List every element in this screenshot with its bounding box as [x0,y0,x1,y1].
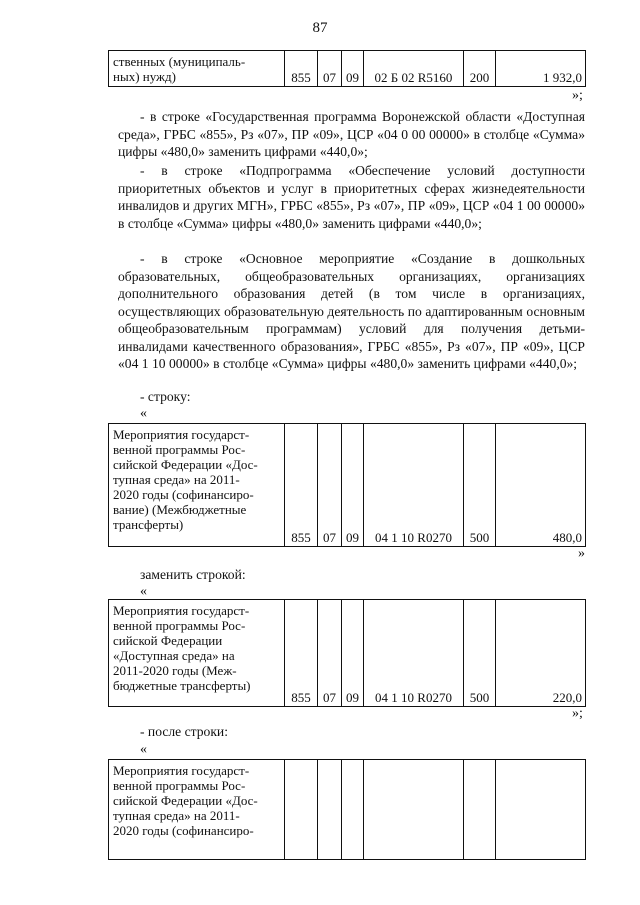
row-name: ственных (муниципаль- ных) нужд) [109,51,285,87]
paragraph-3: - в строке «Основное мероприятие «Создание в дошкольных образовательных, общеобразовательных организациях, организациях дополнительного образования детей (в том числе в организациях, осуществляющих образовательную деятельность по адаптированным основным общеобразовательным программам) условий для получения детьми-инвалидами качественного образования», ГРБС «855», Рз «07», ПР «09», ЦСР «04 1 10 00000» в столбце «Сумма» цифры «480,0» заменить цифрами «440,0»; [118,251,585,371]
table-b [108,599,586,707]
pr-cell [342,760,364,860]
csr-cell: 04 1 10 R0270 [364,600,464,707]
closing-quote-mark: »; [572,706,583,721]
table-top [108,50,586,87]
label-zamenit: заменить строкой: [140,567,246,582]
table-c [108,759,586,860]
vr-cell: 200 [464,51,496,87]
sum-cell: 480,0 [496,424,586,547]
table-row [109,51,586,87]
closing-quote-mark: »; [572,88,583,103]
table-row [109,600,586,707]
grbs-cell: 855 [285,424,318,547]
grbs-cell [285,760,318,860]
vr-cell [464,760,496,860]
rz-cell [318,760,342,860]
table-a [108,423,586,547]
sum-cell: 1 932,0 [496,51,586,87]
row-name: Мероприятия государст- венной программы Рос- сийской Федерации «Дос- тупная среда» на 2011- 2020 годы (софинансиро- вание) (Межбюджетные трансферты) [109,424,285,547]
grbs-cell: 855 [285,51,318,87]
closing-quote-mark: » [578,546,585,561]
vr-cell: 500 [464,424,496,547]
csr-cell [364,760,464,860]
pr-cell: 09 [342,51,364,87]
paragraph-2: - в строке «Подпрограмма «Обеспечение условий доступности приоритетных объектов и услуг в приоритетных сферах жизнедеятельности инвалидов и других МГН», ГРБС «855», Рз «07», ПР «09», ЦСР «04 1 00 00000» в столбце «Сумма» цифры «480,0» заменить цифрами «440,0»; [118,163,585,231]
table-row [109,424,586,547]
csr-cell: 02 Б 02 R5160 [364,51,464,87]
rz-cell: 07 [318,51,342,87]
table-row [109,760,586,860]
row-name: Мероприятия государст- венной программы Рос- сийской Федерации «Доступная среда» на 2011-2020 годы (Меж- бюджетные трансферты) [109,600,285,707]
sum-cell [496,760,586,860]
opening-quote-mark: « [140,406,147,421]
vr-cell: 500 [464,600,496,707]
rz-cell: 07 [318,424,342,547]
opening-quote-mark: « [140,742,147,757]
pr-cell: 09 [342,600,364,707]
row-name: Мероприятия государст- венной программы Рос- сийской Федерации «Дос- тупная среда» на 2011- 2020 годы (софинансиро- [109,760,285,860]
rz-cell: 07 [318,600,342,707]
label-posle: - после строки: [140,724,228,739]
pr-cell: 09 [342,424,364,547]
csr-cell: 04 1 10 R0270 [364,424,464,547]
grbs-cell: 855 [285,600,318,707]
page-number: 87 [312,20,328,36]
paragraph-1: - в строке «Государственная программа Воронежской области «Доступная среда», ГРБС «855», Рз «07», ПР «09», ЦСР «04 0 00 00000» в столбце «Сумма» цифры «480,0» заменить цифрами «440,0»; [118,109,585,159]
sum-cell: 220,0 [496,600,586,707]
opening-quote-mark: « [140,584,147,599]
label-stroku: - строку: [140,389,191,404]
